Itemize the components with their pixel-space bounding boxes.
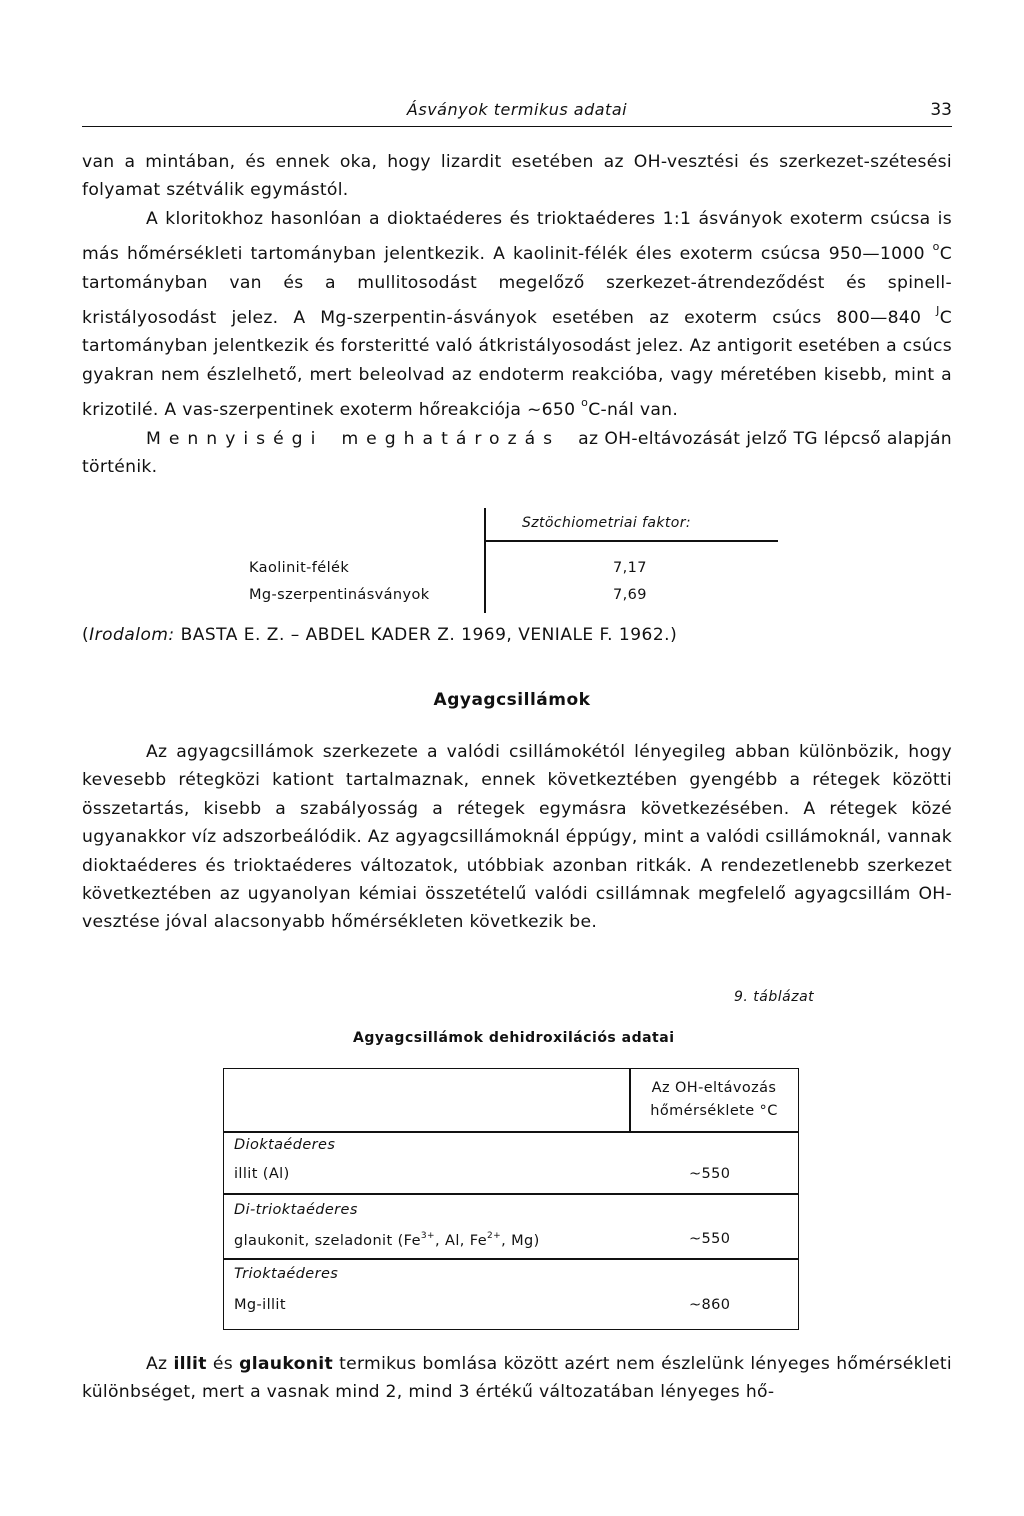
table-divider-vertical — [484, 508, 486, 613]
paragraph-2-part-d: C-nál van. — [588, 400, 679, 421]
column-header — [634, 1077, 794, 1123]
section-paragraph: Az agyagcsillámok szerkezete a valódi csillámokétól lényegileg abban különbözik, hogy kevesebb rétegközi kationt tartalmaznak, ennek következtében gyengébb a rétegek közötti összetartás, kisebb a szabályosság a rétegek egymásra következésében. A rétegek közé ugyanakkor víz adszorbeálódik. Az agyagcsillámoknál éppúgy, mint a valódi csillámoknál, vannak dioktaéderes és trioktaéderes változatok, utóbbiak azonban ritkák. A rendezetlenebb szerkezet következtében az ugyanolyan kémiai összetételű valódi csillámnak megfelelő agyagcsillám OH-vesztése jóval alacsonyabb hőmérsékleten következik be. — [82, 742, 952, 933]
table-cell-item: illit (Al) — [234, 1166, 290, 1182]
table-rule — [224, 1131, 798, 1133]
table-row-label: Kaolinit-félék — [249, 560, 350, 576]
reference-text: BASTA E. Z. – ABDEL KADER Z. 1969, VENIALE F. 1962.) — [180, 625, 678, 645]
table-cell-value: ~550 — [689, 1231, 731, 1247]
running-header — [82, 100, 952, 127]
section-heading: Agyagcsillámok — [433, 690, 591, 710]
table-cell-value: ~550 — [689, 1166, 731, 1182]
bold-term-illit: illit — [173, 1354, 207, 1374]
running-title: Ásványok termikus adatai — [406, 100, 628, 119]
closing-text — [82, 1350, 952, 1407]
paragraph-2-part-a: A kloritokhoz hasonlóan a dioktaéderes és trioktaéderes 1:1 ásványok exoterm csúcsa is más hőmérsékleti tartományban jelentkezik. A kaolinit-félék éles exoterm csúcsa 950—1000 — [82, 208, 952, 265]
spaced-word-1: Mennyiségi — [146, 428, 324, 449]
paragraph-3 — [82, 425, 952, 482]
paragraph-2-part-c: C tartományban jelentkezik és forsteritté való átkristályosodást jelez. Az antigorit esetében a csúcs gyakran nem észlelhető, mert beleolvad az endoterm reakcióba, vagy méretében kisebb, mint a krizotilé. A vas-szerpentinek exoterm hőreakciója ~650 — [82, 308, 952, 421]
page-number: 33 — [930, 100, 952, 120]
table-title: Agyagcsillámok dehidroxilációs adatai — [353, 1030, 675, 1046]
table-header: Sztöchiometriai faktor: — [522, 515, 691, 531]
column-header-line-2: hőmérséklete °C — [650, 1103, 778, 1119]
paragraph-2 — [82, 205, 952, 425]
degree-symbol-3: o — [581, 396, 589, 410]
paragraph-3-rest: az OH-eltávozását jelző TG lépcső alapján történik. — [82, 428, 952, 478]
table-rule — [224, 1258, 798, 1260]
table-row-value: 7,17 — [613, 560, 647, 576]
bold-term-glaukonit: glaukonit — [239, 1354, 333, 1374]
table-cell-item: Mg-illit — [234, 1297, 286, 1313]
table-rule — [224, 1193, 798, 1195]
table-cell-item: glaukonit, szeladonit ($Fe^{3+}$, Al, $Fe^{2+}$, Mg) — [234, 1231, 540, 1249]
reference-label: Irodalom: — [89, 625, 175, 645]
table-divider-horizontal — [484, 540, 778, 542]
degree-symbol: o — [932, 240, 940, 254]
table-row-label: Mg-szerpentinásványok — [249, 587, 430, 603]
stoichiometric-table — [82, 505, 952, 615]
dehydroxylation-table — [223, 1068, 799, 1330]
group-label: Di-trioktaéderes — [234, 1202, 358, 1218]
table-number: 9. táblázat — [734, 989, 815, 1005]
reference-open-paren: ( — [82, 625, 90, 645]
paragraph-1: van a mintában, és ennek oka, hogy lizardit esetében az OH-vesztési és szerkezet-szétesési folyamat szétválik egymástól. — [82, 152, 952, 201]
column-header-line-1: Az OH-eltávozás — [651, 1080, 777, 1096]
closing-paragraph: Az illit és glaukonit termikus bomlása között azért nem észlelünk lényeges hőmérsékleti különbséget, mert a vasnak mind 2, mind 3 értékű változatában lényeges hő- — [82, 1354, 952, 1403]
group-label: Dioktaéderes — [234, 1137, 336, 1153]
table-row-value: 7,69 — [613, 587, 647, 603]
group-label: Trioktaéderes — [234, 1266, 339, 1282]
intro-text — [82, 148, 952, 481]
reference-line — [82, 625, 677, 645]
section-text — [82, 738, 952, 937]
table-divider-vertical — [629, 1069, 631, 1131]
spaced-word-2: meghatározás — [341, 428, 561, 449]
degree-symbol-2: J — [936, 304, 940, 318]
table-cell-value: ~860 — [689, 1297, 731, 1313]
paragraph-2-part-b: C tartományban van és a mullitosodást megelőző szerkezet-átrendeződést és spinell-kristályosodást jelez. A Mg-szerpentin-ásványok esetében az exoterm csúcs 800—840 — [82, 244, 952, 329]
